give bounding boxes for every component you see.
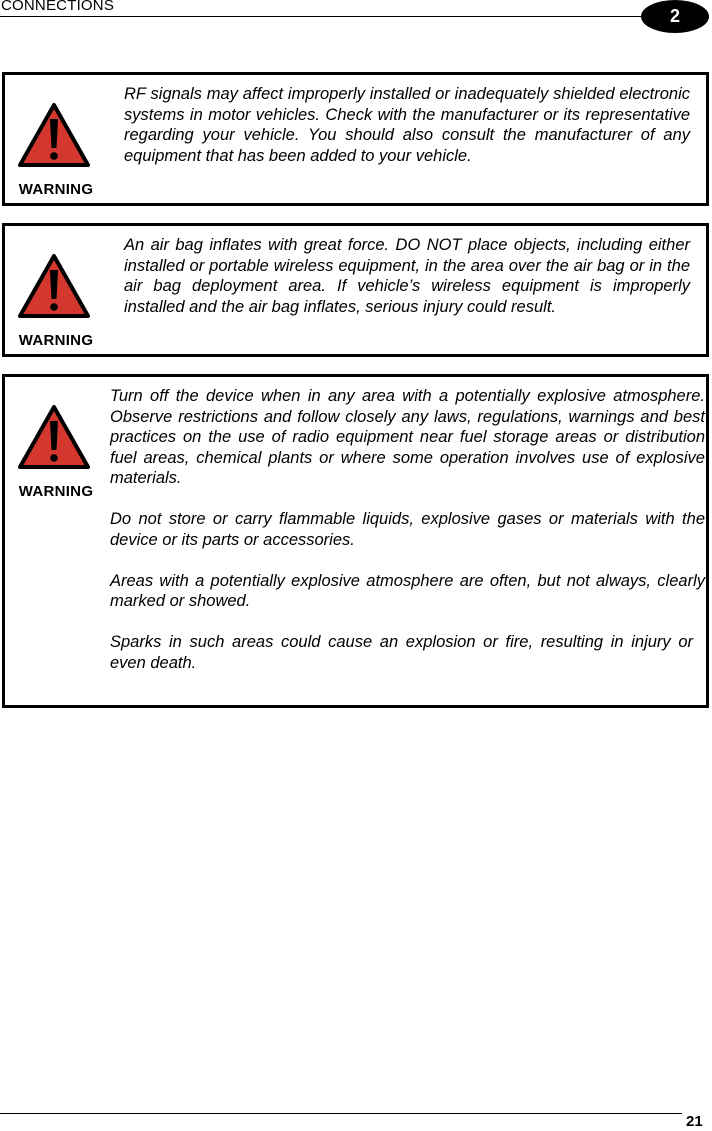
page-number: 21 bbox=[686, 1113, 703, 1130]
warning-triangle-icon bbox=[17, 102, 91, 168]
warning-label: WARNING bbox=[18, 332, 94, 349]
warning-text bbox=[110, 386, 705, 673]
warning-box-explosive-atmosphere bbox=[2, 374, 709, 708]
warning-paragraph: Do not store or carry flammable liquids, explosive gases or materials with the device or its parts or accessories. bbox=[110, 510, 705, 549]
warning-paragraph: Areas with a potentially explosive atmosphere are often, but not always, clearly marked or showed. bbox=[110, 571, 705, 610]
header-rule bbox=[0, 16, 660, 17]
warning-label: WARNING bbox=[18, 181, 94, 198]
footer-rule bbox=[0, 1113, 682, 1114]
warning-paragraph: Sparks in such areas could cause an explosion or fire, resulting in injury or even death. bbox=[110, 633, 693, 672]
warning-paragraph: RF signals may affect improperly installed or inadequately shielded electronic systems in motor vehicles. Check with the manufacturer or its representative regarding your vehicle. You should also consult the manufacturer of any equipment that has been added to your vehicle. bbox=[124, 85, 690, 165]
chapter-badge: 2 bbox=[641, 0, 709, 33]
warning-text bbox=[124, 235, 690, 317]
warning-box-air-bag bbox=[2, 223, 709, 357]
warning-paragraph: An air bag inflates with great force. DO NOT place objects, including either installed or portable wireless equipment, in the area over the air bag or in the air bag deployment area. If vehicle’s wireless equipment is improperly installed and the air bag inflates, serious injury could result. bbox=[124, 236, 690, 316]
warning-text bbox=[124, 84, 690, 166]
section-title: CONNECTIONS bbox=[1, 0, 115, 14]
warning-label: WARNING bbox=[18, 483, 94, 500]
warning-triangle-icon bbox=[17, 404, 91, 470]
warning-paragraph: Turn off the device when in any area with a potentially explosive atmosphere. Observe restrictions and follow closely any laws, regulations, warnings and best practices on the use of radio equipment near fuel storage areas or distribution fuel areas, chemical plants or where some operation involves use of explosive materials. bbox=[110, 387, 705, 487]
warning-triangle-icon bbox=[17, 253, 91, 319]
warning-box-rf-signals bbox=[2, 72, 709, 206]
